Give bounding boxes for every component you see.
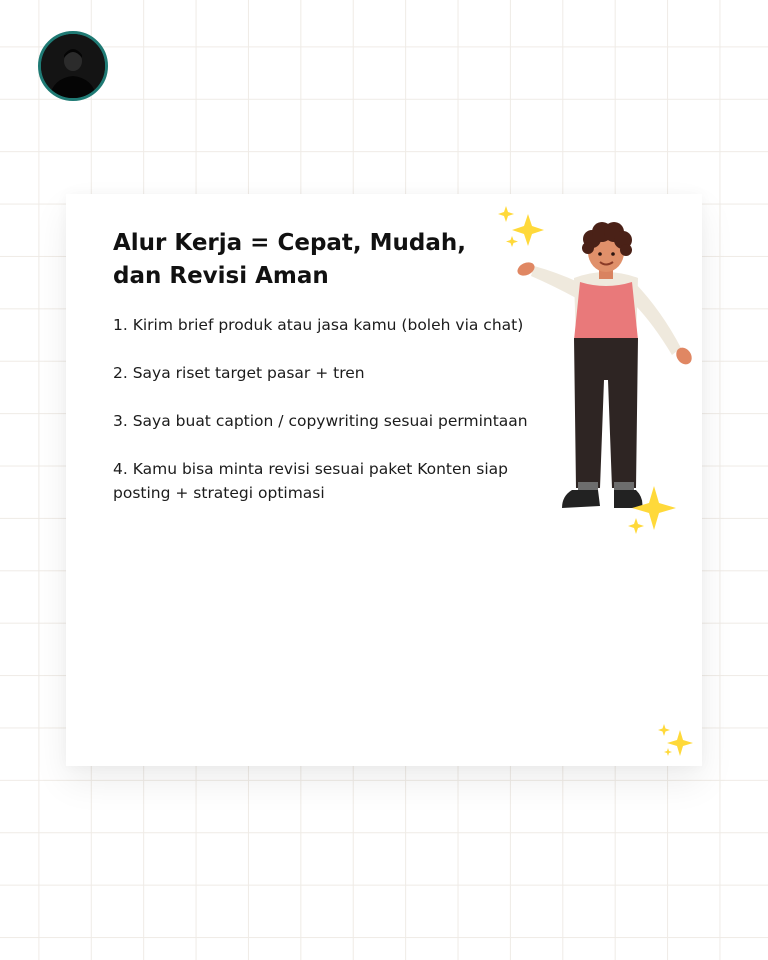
- step-item: 1. Kirim brief produk atau jasa kamu (boleh via chat): [113, 316, 524, 334]
- step-item: 3. Saya buat caption / copywriting sesuai permintaan: [113, 412, 528, 430]
- step-item: 2. Saya riset target pasar + tren: [113, 364, 365, 382]
- sparkle-icon: [494, 202, 554, 262]
- steps-list: [113, 313, 553, 529]
- slide-title: Alur Kerja = Cepat, Mudah, dan Revisi Aman: [113, 230, 467, 289]
- sparkle-icon: [624, 482, 680, 540]
- sparkle-icon: [654, 722, 694, 762]
- content-card: [66, 194, 702, 766]
- profile-avatar: [38, 31, 108, 101]
- person-silhouette-icon: [41, 34, 105, 98]
- step-item: 4. Kamu bisa minta revisi sesuai paket Konten siap posting + strategi optimasi: [113, 460, 509, 502]
